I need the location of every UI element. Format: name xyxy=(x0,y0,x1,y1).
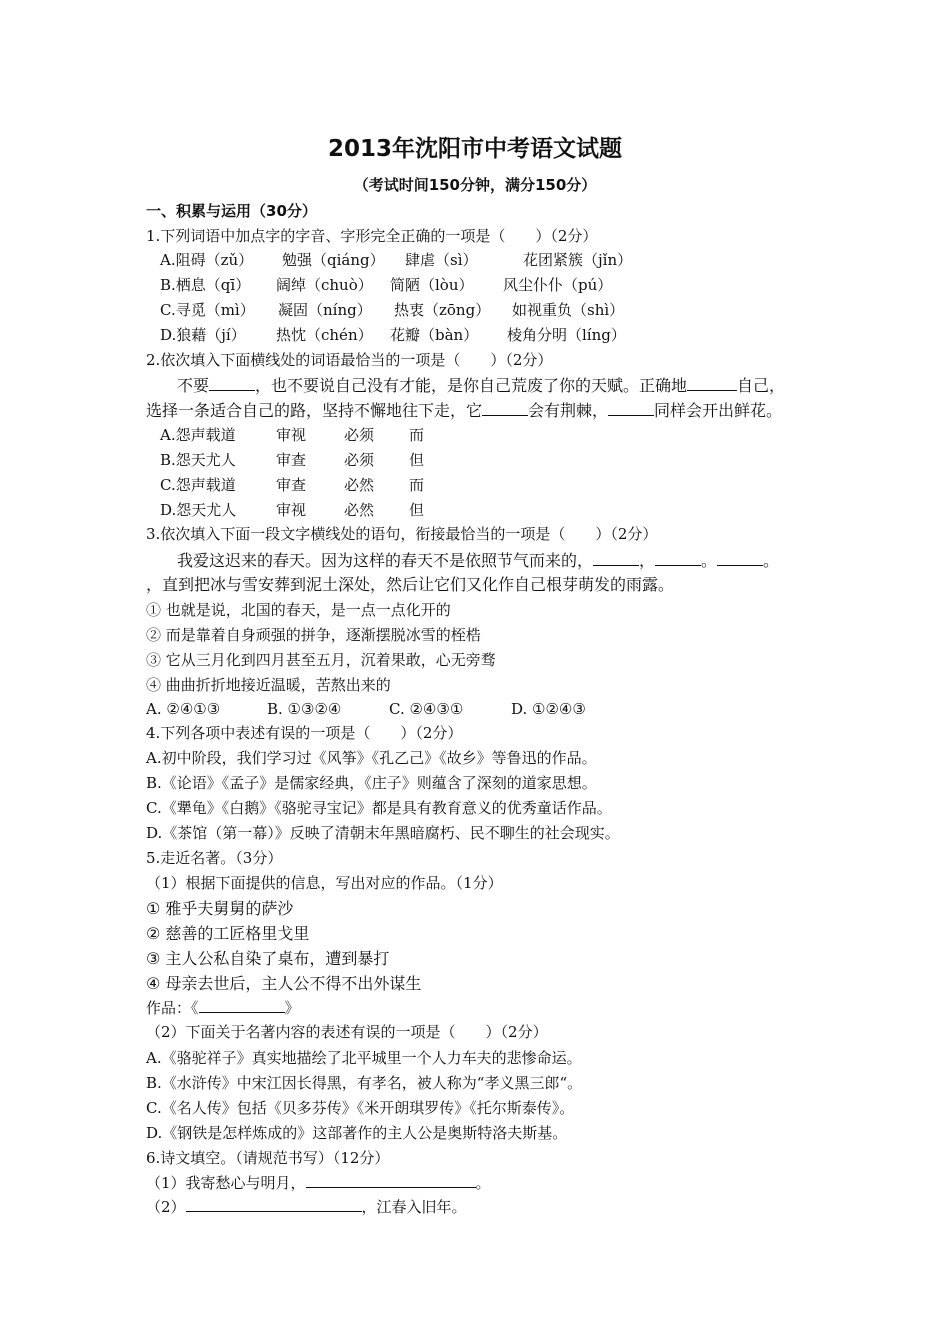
fill-blank xyxy=(717,551,763,566)
question-2-option-d: D.怨天尤人 审视 必然 但 xyxy=(160,501,425,519)
question-5-answer-line: 作品：《 》 xyxy=(146,999,300,1017)
question-4-option-a: A.初中阶段，我们学习过《风筝》《孔乙己》《故乡》等鲁迅的作品。 xyxy=(146,749,597,767)
question-2-option-c: C.怨声载道 审查 必然 而 xyxy=(160,476,425,494)
question-3-item-3: ③ 它从三月化到四月甚至五月，沉着果敢，心无旁骛 xyxy=(146,651,496,669)
answer-blank[interactable] xyxy=(186,1197,362,1212)
question-4-option-c: C.《犟龟》《白鹅》《骆驼寻宝记》都是具有教育意义的优秀童话作品。 xyxy=(146,799,612,817)
question-5-stem: 5.走近名著。（3分） xyxy=(146,849,283,867)
question-3-item-2: ② 而是靠着自身顽强的拼争，逐渐摆脱冰雪的桎梏 xyxy=(146,626,481,644)
question-1-option-b: B.栖息（qī） 阔绰（chuò） 简陋（lòu） 风尘仆仆（pú） xyxy=(160,276,613,294)
question-5-option-a: A.《骆驼祥子》真实地描绘了北平城里一个人力车夫的悲惨命运。 xyxy=(146,1049,582,1067)
question-6-line-2: （2） ，江春入旧年。 xyxy=(146,1198,467,1216)
question-1-stem: 1.下列词语中加点字的字音、字形完全正确的一项是（ ）（2分） xyxy=(146,227,598,245)
question-5-clue-4: ④ 母亲去世后，主人公不得不出外谋生 xyxy=(146,974,422,993)
page-title: 2013年沈阳市中考语文试题 xyxy=(327,136,622,162)
fill-blank xyxy=(608,401,654,416)
question-2-option-a: A.怨声载道 审视 必须 而 xyxy=(160,426,425,444)
question-3-passage-line-1: 我爱这迟来的春天。因为这样的春天不是依照节气而来的， ， 。 。 xyxy=(177,551,780,570)
fill-blank xyxy=(655,551,701,566)
question-6-stem: 6.诗文填空。（请规范书写）（12分） xyxy=(146,1149,390,1167)
question-5-option-b: B.《水浒传》中宋江因长得黑，有孝名，被人称为“孝义黑三郎“。 xyxy=(146,1074,583,1092)
question-1-option-d: D.狼藉（jí） 热忱（chén） 花瓣（bàn） 棱角分明（líng） xyxy=(160,326,626,344)
question-2-option-b: B.怨天尤人 审查 必须 但 xyxy=(160,451,425,469)
fill-blank xyxy=(482,401,528,416)
question-3-options: A. ②④①③ B. ①③②④ C. ②④③① D. ①②④③ xyxy=(146,700,586,718)
question-4-option-b: B.《论语》《孟子》是儒家经典，《庄子》则蕴含了深刻的道家思想。 xyxy=(146,774,597,792)
question-5-sub-1: （1）根据下面提供的信息，写出对应的作品。（1分） xyxy=(146,874,503,892)
section-heading: 一、积累与运用（30分） xyxy=(146,202,317,220)
question-5-option-d: D.《钢铁是怎样炼成的》这部著作的主人公是奥斯特洛夫斯基。 xyxy=(146,1124,568,1142)
question-3-item-4: ④ 曲曲折折地接近温暖，苦熬出来的 xyxy=(146,676,391,694)
question-3-passage-line-2: ，直到把冰与雪安葬到泥土深处，然后让它们又化作自己根芽萌发的雨露。 xyxy=(146,575,675,594)
question-1-option-a: A.阻碍（zǔ） 勉强（qiáng） 肆虐（sì） 花团紧簇（jǐn） xyxy=(160,251,633,269)
question-5-clue-3: ③ 主人公私自染了桌布，遭到暴打 xyxy=(146,949,390,968)
question-5-sub-2: （2）下面关于名著内容的表述有误的一项是（ ）（2分） xyxy=(146,1023,548,1041)
question-5-clue-1: ① 雅乎夫舅舅的萨沙 xyxy=(146,899,294,918)
exam-subtitle: （考试时间150分钟，满分150分） xyxy=(353,176,597,194)
answer-blank[interactable] xyxy=(306,1173,476,1188)
question-3-item-1: ① 也就是说，北国的春天，是一点一点化开的 xyxy=(146,601,451,619)
question-2-passage-line-2: 选择一条适合自己的路，坚持不懈地往下走，它 会有荆棘， 同样会开出鲜花。 xyxy=(146,401,783,420)
answer-blank[interactable] xyxy=(199,998,285,1013)
question-4-stem: 4.下列各项中表述有误的一项是（ ）（2分） xyxy=(146,724,463,742)
question-2-stem: 2.依次填入下面横线处的词语最恰当的一项是（ ）（2分） xyxy=(146,351,553,369)
question-1-option-c: C.寻觅（mì） 凝固（níng） 热衷（zōng） 如视重负（shì） xyxy=(160,301,625,319)
question-2-passage-line-1: 不要 ，也不要说自己没有才能，是你自己荒废了你的天赋。正确地 自己， xyxy=(177,376,786,395)
fill-blank xyxy=(593,551,639,566)
question-6-line-1: （1）我寄愁心与明月， 。 xyxy=(146,1174,491,1192)
question-5-option-c: C.《名人传》包括《贝多芬传》《米开朗琪罗传》《托尔斯泰传》。 xyxy=(146,1099,575,1117)
fill-blank xyxy=(687,376,737,391)
question-5-clue-2: ② 慈善的工匠格里戈里 xyxy=(146,924,310,943)
question-4-option-d: D.《茶馆（第一幕）》反映了清朝末年黑暗腐朽、民不聊生的社会现实。 xyxy=(146,824,620,842)
fill-blank xyxy=(209,376,255,391)
question-3-stem: 3.依次填入下面一段文字横线处的语句，衔接最恰当的一项是（ ）（2分） xyxy=(146,525,658,543)
